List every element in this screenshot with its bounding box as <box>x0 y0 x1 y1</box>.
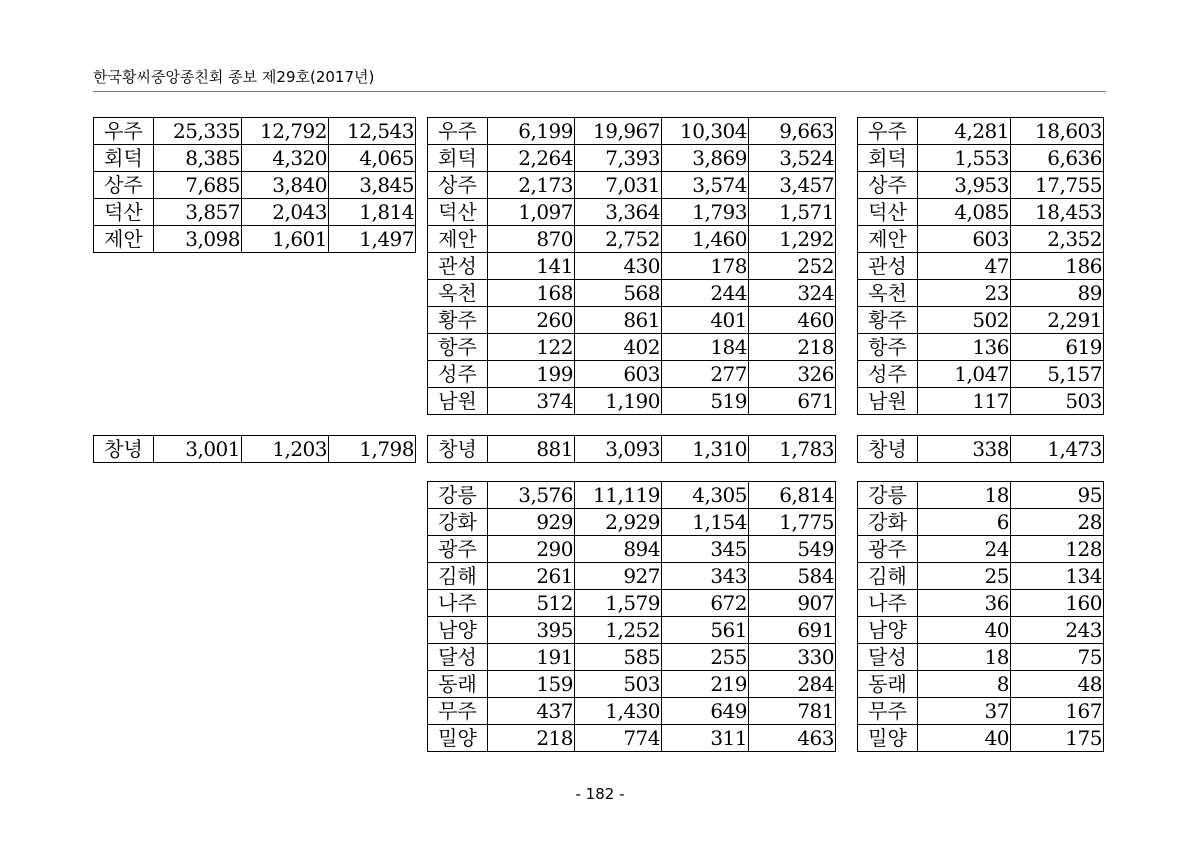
value-cell: 463 <box>749 725 836 752</box>
value-cell: 186 <box>1011 253 1104 280</box>
value-cell: 430 <box>575 253 662 280</box>
value-cell: 219 <box>662 671 749 698</box>
value-cell: 503 <box>1011 388 1104 415</box>
region-name: 남원 <box>858 388 918 415</box>
header-divider <box>93 91 1106 92</box>
value-cell: 4,281 <box>918 118 1011 145</box>
value-cell: 3,001 <box>154 436 242 463</box>
value-cell: 244 <box>662 280 749 307</box>
value-cell: 28 <box>1011 509 1104 536</box>
value-cell: 252 <box>749 253 836 280</box>
value-cell: 37 <box>918 698 1011 725</box>
value-cell: 1,601 <box>242 226 329 253</box>
value-cell: 3,869 <box>662 145 749 172</box>
region-name: 황주 <box>858 307 918 334</box>
region-name: 달성 <box>428 644 488 671</box>
value-cell: 40 <box>918 617 1011 644</box>
value-cell: 374 <box>488 388 575 415</box>
region-name: 우주 <box>428 118 488 145</box>
value-cell: 568 <box>575 280 662 307</box>
value-cell: 2,043 <box>242 199 329 226</box>
value-cell: 243 <box>1011 617 1104 644</box>
value-cell: 907 <box>749 590 836 617</box>
value-cell: 1,579 <box>575 590 662 617</box>
value-cell: 25 <box>918 563 1011 590</box>
value-cell: 324 <box>749 280 836 307</box>
region-name: 동래 <box>858 671 918 698</box>
page-header: 한국황씨중앙종친회 종보 제29호(2017년) <box>93 68 375 86</box>
region-name: 상주 <box>94 172 154 199</box>
page-number: - 182 - <box>575 785 625 803</box>
region-name: 창녕 <box>428 436 488 463</box>
value-cell: 18,603 <box>1011 118 1104 145</box>
value-cell: 4,320 <box>242 145 329 172</box>
region-name: 관성 <box>858 253 918 280</box>
region-name: 덕산 <box>94 199 154 226</box>
value-cell: 345 <box>662 536 749 563</box>
value-cell: 1,553 <box>918 145 1011 172</box>
value-cell: 7,031 <box>575 172 662 199</box>
value-cell: 95 <box>1011 482 1104 509</box>
value-cell: 402 <box>575 334 662 361</box>
value-cell: 184 <box>662 334 749 361</box>
value-cell: 160 <box>1011 590 1104 617</box>
value-cell: 3,574 <box>662 172 749 199</box>
region-name: 강화 <box>858 509 918 536</box>
value-cell: 2,752 <box>575 226 662 253</box>
value-cell: 6,199 <box>488 118 575 145</box>
value-cell: 4,085 <box>918 199 1011 226</box>
value-cell: 3,845 <box>329 172 416 199</box>
value-cell: 136 <box>918 334 1011 361</box>
value-cell: 881 <box>488 436 575 463</box>
value-cell: 4,305 <box>662 482 749 509</box>
region-name: 광주 <box>858 536 918 563</box>
value-cell: 89 <box>1011 280 1104 307</box>
region-name: 회덕 <box>858 145 918 172</box>
value-cell: 6,636 <box>1011 145 1104 172</box>
value-cell: 260 <box>488 307 575 334</box>
value-cell: 1,190 <box>575 388 662 415</box>
value-cell: 218 <box>749 334 836 361</box>
value-cell: 1,047 <box>918 361 1011 388</box>
value-cell: 5,157 <box>1011 361 1104 388</box>
region-name: 항주 <box>428 334 488 361</box>
value-cell: 1,783 <box>749 436 836 463</box>
value-cell: 691 <box>749 617 836 644</box>
table-right-changnyeong <box>857 435 1104 463</box>
region-name: 김해 <box>428 563 488 590</box>
value-cell: 330 <box>749 644 836 671</box>
value-cell: 649 <box>662 698 749 725</box>
region-name: 옥천 <box>858 280 918 307</box>
value-cell: 2,173 <box>488 172 575 199</box>
region-name: 제안 <box>858 226 918 253</box>
value-cell: 175 <box>1011 725 1104 752</box>
value-cell: 503 <box>575 671 662 698</box>
region-name: 동래 <box>428 671 488 698</box>
value-cell: 18 <box>918 482 1011 509</box>
value-cell: 3,093 <box>575 436 662 463</box>
table-right-top <box>857 117 1104 415</box>
value-cell: 671 <box>749 388 836 415</box>
value-cell: 11,119 <box>575 482 662 509</box>
region-name: 밀양 <box>428 725 488 752</box>
value-cell: 255 <box>662 644 749 671</box>
value-cell: 519 <box>662 388 749 415</box>
value-cell: 159 <box>488 671 575 698</box>
value-cell: 40 <box>918 725 1011 752</box>
value-cell: 3,840 <box>242 172 329 199</box>
value-cell: 311 <box>662 725 749 752</box>
region-name: 나주 <box>428 590 488 617</box>
value-cell: 199 <box>488 361 575 388</box>
value-cell: 12,792 <box>242 118 329 145</box>
region-name: 덕산 <box>428 199 488 226</box>
value-cell: 24 <box>918 536 1011 563</box>
region-name: 옥천 <box>428 280 488 307</box>
value-cell: 3,576 <box>488 482 575 509</box>
value-cell: 2,929 <box>575 509 662 536</box>
value-cell: 861 <box>575 307 662 334</box>
value-cell: 584 <box>749 563 836 590</box>
region-name: 제안 <box>94 226 154 253</box>
region-name: 회덕 <box>428 145 488 172</box>
value-cell: 870 <box>488 226 575 253</box>
value-cell: 18,453 <box>1011 199 1104 226</box>
region-name: 강릉 <box>428 482 488 509</box>
value-cell: 2,352 <box>1011 226 1104 253</box>
region-name: 광주 <box>428 536 488 563</box>
value-cell: 1,310 <box>662 436 749 463</box>
value-cell: 672 <box>662 590 749 617</box>
value-cell: 122 <box>488 334 575 361</box>
region-name: 나주 <box>858 590 918 617</box>
value-cell: 1,203 <box>242 436 329 463</box>
value-cell: 1,252 <box>575 617 662 644</box>
value-cell: 3,857 <box>154 199 242 226</box>
value-cell: 561 <box>662 617 749 644</box>
value-cell: 36 <box>918 590 1011 617</box>
value-cell: 326 <box>749 361 836 388</box>
value-cell: 178 <box>662 253 749 280</box>
value-cell: 218 <box>488 725 575 752</box>
value-cell: 603 <box>575 361 662 388</box>
value-cell: 1,497 <box>329 226 416 253</box>
value-cell: 261 <box>488 563 575 590</box>
value-cell: 3,524 <box>749 145 836 172</box>
value-cell: 1,430 <box>575 698 662 725</box>
region-name: 창녕 <box>94 436 154 463</box>
region-name: 남양 <box>428 617 488 644</box>
table-middle-top <box>427 117 836 415</box>
value-cell: 17,755 <box>1011 172 1104 199</box>
region-name: 상주 <box>858 172 918 199</box>
value-cell: 6,814 <box>749 482 836 509</box>
value-cell: 47 <box>918 253 1011 280</box>
value-cell: 929 <box>488 509 575 536</box>
value-cell: 141 <box>488 253 575 280</box>
value-cell: 927 <box>575 563 662 590</box>
value-cell: 7,393 <box>575 145 662 172</box>
value-cell: 25,335 <box>154 118 242 145</box>
region-name: 달성 <box>858 644 918 671</box>
table-middle-bottom <box>427 481 836 752</box>
value-cell: 502 <box>918 307 1011 334</box>
value-cell: 9,663 <box>749 118 836 145</box>
value-cell: 191 <box>488 644 575 671</box>
region-name: 상주 <box>428 172 488 199</box>
table-right-bottom <box>857 481 1104 752</box>
region-name: 강릉 <box>858 482 918 509</box>
value-cell: 1,460 <box>662 226 749 253</box>
value-cell: 338 <box>918 436 1011 463</box>
value-cell: 2,264 <box>488 145 575 172</box>
value-cell: 585 <box>575 644 662 671</box>
value-cell: 7,685 <box>154 172 242 199</box>
value-cell: 167 <box>1011 698 1104 725</box>
region-name: 강화 <box>428 509 488 536</box>
region-name: 덕산 <box>858 199 918 226</box>
value-cell: 48 <box>1011 671 1104 698</box>
region-name: 우주 <box>94 118 154 145</box>
value-cell: 284 <box>749 671 836 698</box>
value-cell: 1,798 <box>329 436 416 463</box>
value-cell: 619 <box>1011 334 1104 361</box>
value-cell: 6 <box>918 509 1011 536</box>
value-cell: 549 <box>749 536 836 563</box>
value-cell: 18 <box>918 644 1011 671</box>
value-cell: 1,814 <box>329 199 416 226</box>
region-name: 남원 <box>428 388 488 415</box>
region-name: 무주 <box>858 698 918 725</box>
value-cell: 4,065 <box>329 145 416 172</box>
region-name: 우주 <box>858 118 918 145</box>
value-cell: 512 <box>488 590 575 617</box>
region-name: 황주 <box>428 307 488 334</box>
region-name: 김해 <box>858 563 918 590</box>
value-cell: 1,775 <box>749 509 836 536</box>
value-cell: 3,364 <box>575 199 662 226</box>
value-cell: 774 <box>575 725 662 752</box>
value-cell: 134 <box>1011 563 1104 590</box>
region-name: 성주 <box>858 361 918 388</box>
value-cell: 8 <box>918 671 1011 698</box>
value-cell: 290 <box>488 536 575 563</box>
value-cell: 1,154 <box>662 509 749 536</box>
region-name: 창녕 <box>858 436 918 463</box>
value-cell: 781 <box>749 698 836 725</box>
value-cell: 603 <box>918 226 1011 253</box>
value-cell: 10,304 <box>662 118 749 145</box>
value-cell: 401 <box>662 307 749 334</box>
region-name: 남양 <box>858 617 918 644</box>
value-cell: 343 <box>662 563 749 590</box>
value-cell: 117 <box>918 388 1011 415</box>
value-cell: 19,967 <box>575 118 662 145</box>
value-cell: 2,291 <box>1011 307 1104 334</box>
region-name: 밀양 <box>858 725 918 752</box>
region-name: 성주 <box>428 361 488 388</box>
value-cell: 168 <box>488 280 575 307</box>
region-name: 항주 <box>858 334 918 361</box>
table-middle-changnyeong <box>427 435 836 463</box>
value-cell: 128 <box>1011 536 1104 563</box>
region-name: 관성 <box>428 253 488 280</box>
value-cell: 460 <box>749 307 836 334</box>
value-cell: 277 <box>662 361 749 388</box>
value-cell: 1,097 <box>488 199 575 226</box>
table-left-top <box>93 117 416 253</box>
value-cell: 23 <box>918 280 1011 307</box>
value-cell: 395 <box>488 617 575 644</box>
value-cell: 3,098 <box>154 226 242 253</box>
value-cell: 3,457 <box>749 172 836 199</box>
value-cell: 8,385 <box>154 145 242 172</box>
value-cell: 894 <box>575 536 662 563</box>
value-cell: 75 <box>1011 644 1104 671</box>
region-name: 무주 <box>428 698 488 725</box>
value-cell: 437 <box>488 698 575 725</box>
value-cell: 1,473 <box>1011 436 1104 463</box>
region-name: 회덕 <box>94 145 154 172</box>
value-cell: 1,571 <box>749 199 836 226</box>
value-cell: 3,953 <box>918 172 1011 199</box>
value-cell: 1,793 <box>662 199 749 226</box>
table-left-changnyeong <box>93 435 416 463</box>
value-cell: 12,543 <box>329 118 416 145</box>
region-name: 제안 <box>428 226 488 253</box>
value-cell: 1,292 <box>749 226 836 253</box>
